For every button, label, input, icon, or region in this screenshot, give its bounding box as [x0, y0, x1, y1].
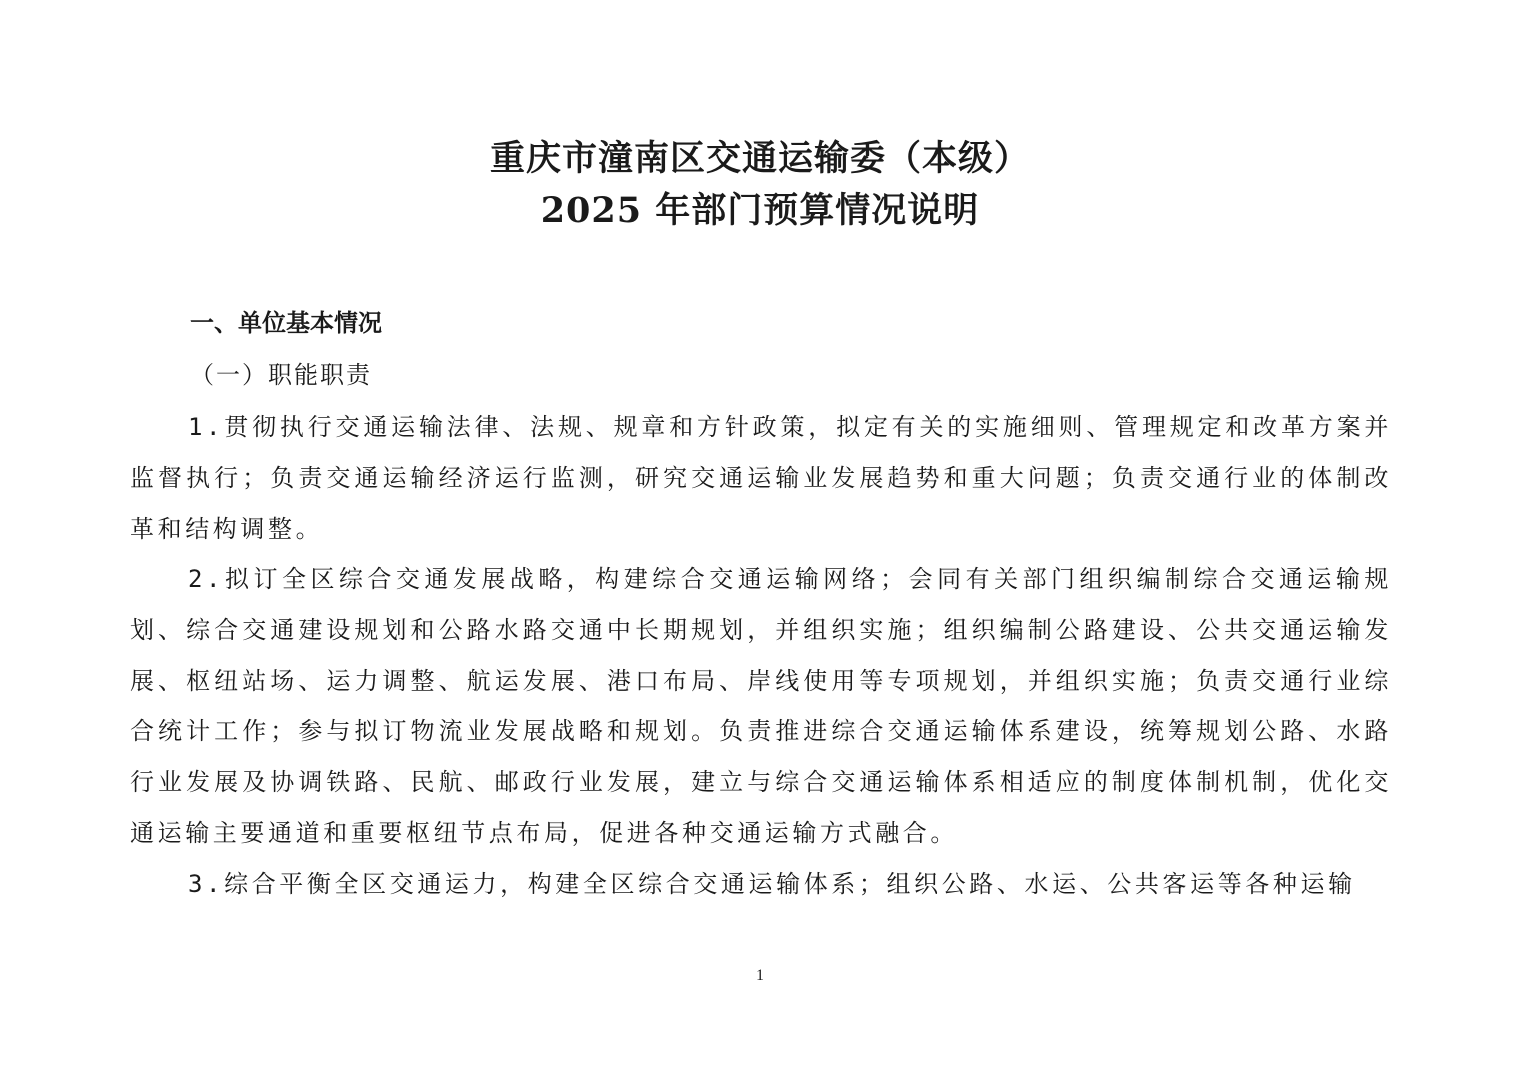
subsection-heading: （一）职能职责 — [190, 361, 372, 389]
section-heading: 一、单位基本情况 — [190, 309, 382, 337]
document-title-line1: 重庆市潼南区交通运输委（本级） — [489, 138, 1030, 179]
body-paragraph-2: 2.拟订全区综合交通发展战略，构建综合交通运输网络；会同有关部门组织编制综合交通运输规划、综合交通建设规划和公路水路交通中长期规划，并组织实施；组织编制公路建设、公共交通运输发展、枢纽站场、运力调整、航运发展、港口布局、岸线使用等专项规划，并组织实施；负责交通行业综合统计工作；参与拟订物流业发展战略和规划。负责推进综合交通运输体系建设，统筹规划公路、水路行业发展及协调铁路、民航、邮政行业发展，建立与综合交通运输体系相适应的制度体制机制，优化交通运输主要通道和重要枢纽节点布局，促进各种交通运输方式融合。 — [130, 565, 1392, 847]
page-number: 1 — [756, 967, 764, 984]
body-paragraph-3: 3.综合平衡全区交通运力，构建全区综合交通运输体系；组织公路、水运、公共客运等各种运输 — [188, 870, 1356, 898]
document-title-line2: 2025 年部门预算情况说明 — [540, 190, 980, 231]
body-paragraph-1: 1.贯彻执行交通运输法律、法规、规章和方针政策，拟定有关的实施细则、管理规定和改革方案并监督执行；负责交通运输经济运行监测，研究交通运输业发展趋势和重大问题；负责交通行业的体制改革和结构调整。 — [130, 413, 1392, 543]
